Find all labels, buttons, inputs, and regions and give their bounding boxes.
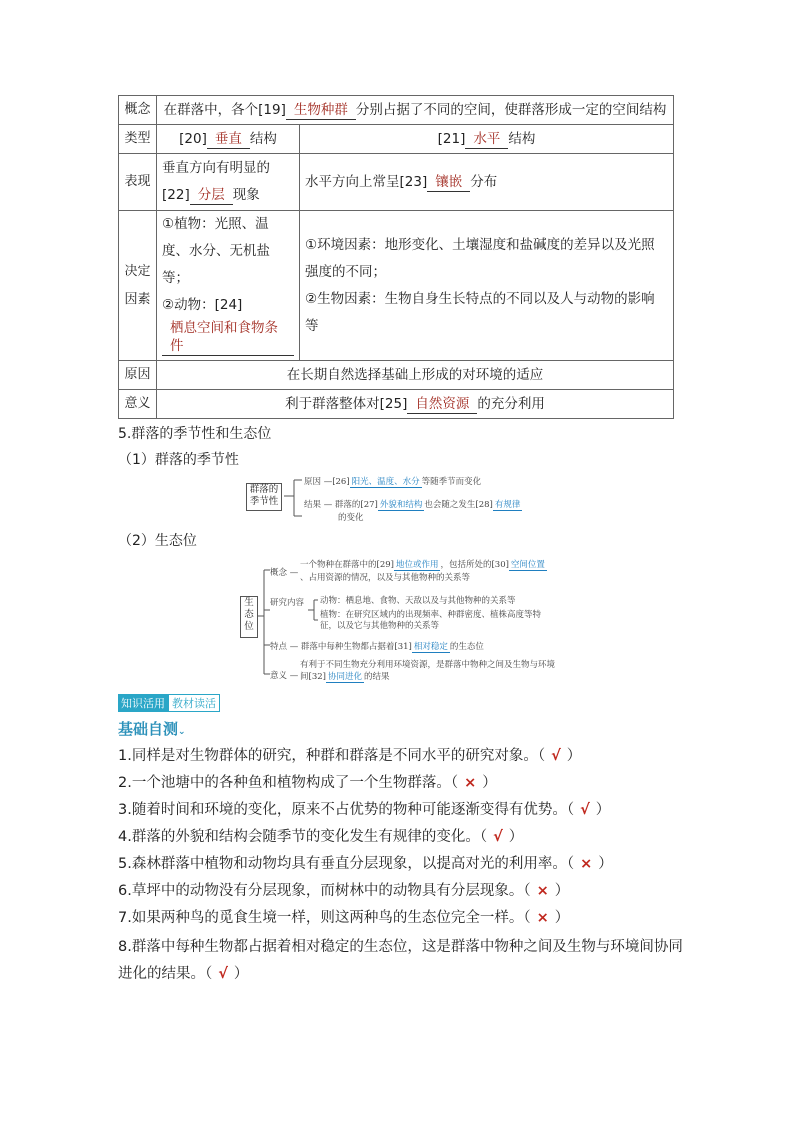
self-test-item-text: 8.群落中每种生物都占据着相对稳定的生态位，这是群落中物种之间及生物与环境间协同 <box>118 939 683 955</box>
answer-22: 分层 <box>190 186 233 205</box>
self-test-item <box>118 878 569 905</box>
check-mark-icon: √ <box>493 829 503 845</box>
answer-26: 阳光、温度、水分 <box>351 477 420 487</box>
niche-concept-mid: ，包括所处的[30] <box>440 560 509 570</box>
self-test-item-close: ） <box>598 856 613 872</box>
self-test-item-text: 6.草坪中的动物没有分层现象，而树林中的动物具有分层现象。（ <box>118 883 531 899</box>
type-vertical-cell <box>157 125 300 154</box>
self-test-title <box>118 718 186 739</box>
season-root-box: 群落的季节性 <box>246 483 282 511</box>
check-mark-icon: √ <box>580 802 590 818</box>
self-test-item-close: ） <box>554 910 570 926</box>
niche-feature-pre: 特点 — 群落中每种生物都占据着[31] <box>270 642 412 652</box>
answer-24: 栖息空间和食物条件 <box>162 319 294 356</box>
reason-cell: 在长期自然选择基础上形成的对环境的适应 <box>157 361 674 390</box>
season-reason-post: 等随季节而变化 <box>421 477 482 487</box>
factor-h-env: ①环境因素：地形变化、土壤湿度和盐碱度的差异以及光照强度的不同； <box>305 236 655 280</box>
self-test-item <box>118 851 613 878</box>
answer-27: 外貌和结构 <box>379 500 423 510</box>
niche-concept-line1 <box>300 558 547 570</box>
community-structure-table <box>118 95 674 419</box>
cross-mark-icon: × <box>580 856 593 872</box>
subsection-season: （1）群落的季节性 <box>118 452 239 468</box>
answer-19: 生物种群 <box>286 101 356 120</box>
factor-h-bio: ②生物因素：生物自身生长特点的不同以及人与动物的影响等 <box>305 290 655 334</box>
type-h-post: 结构 <box>508 130 536 147</box>
self-test-item <box>118 824 523 851</box>
niche-study-plant: 植物：在研究区域内的出现频率、种群密度、植株高度等特征，以及它与其他物种的关系等 <box>320 610 542 631</box>
check-mark-icon: √ <box>218 966 228 982</box>
self-test-item-close: ） <box>554 883 570 899</box>
self-test-item-text: 2.一个池塘中的各种鱼和植物构成了一个生物群落。（ <box>118 775 459 791</box>
self-test-item-text: 7.如果两种鸟的觅食生境一样，则这两种鸟的生态位完全一样。（ <box>118 910 531 926</box>
show-h-pre: 水平方向上常呈[23] <box>305 173 428 190</box>
answer-20: 垂直 <box>207 130 250 149</box>
answer-25: 自然资源 <box>407 395 477 414</box>
niche-meaning <box>300 659 562 683</box>
section-title: 5.群落的季节性和生态位 <box>118 426 272 442</box>
row-label-reason: 原因 <box>119 361 157 390</box>
self-test-item-close: ） <box>566 748 582 764</box>
section-tags <box>118 694 220 712</box>
row-label-meaning: 意义 <box>119 390 157 419</box>
factor-v-plant: ①植物：光照、温度、水分、无机盐等； <box>162 216 270 286</box>
type-v-pre: [20] <box>179 130 207 147</box>
self-test-item-close: ） <box>482 775 497 791</box>
meaning-cell <box>157 390 674 419</box>
self-test-item-close: ） <box>595 802 611 818</box>
answer-32: 协同进化 <box>327 672 362 682</box>
show-vertical-cell <box>157 154 300 211</box>
show-v-post: 现象 <box>232 187 260 203</box>
season-concept-map <box>246 470 566 526</box>
answer-23: 镶嵌 <box>427 173 470 192</box>
self-test-title-text: 基础自测 <box>118 720 179 738</box>
show-horizontal-cell <box>300 154 674 211</box>
niche-concept-line2: 、占用资源的情况，以及与其他物种的关系等 <box>300 573 471 583</box>
answer-28: 有规律 <box>494 500 521 510</box>
season-result-mid: 也会随之发生[28] <box>424 500 493 510</box>
niche-meaning-label: 意义 — <box>270 671 299 681</box>
self-test-item <box>118 905 569 932</box>
concept-pre: 在群落中，各个[19] <box>163 101 286 118</box>
self-test-item-text: 5.森林群落中植物和动物均具有垂直分层现象，以提高对光的利用率。（ <box>118 856 575 872</box>
answer-21: 水平 <box>465 130 508 149</box>
season-result-pre: 结果 — 群落的[27] <box>304 500 378 510</box>
meaning-post: 的充分利用 <box>477 395 545 412</box>
answer-29: 地位或作用 <box>395 560 439 570</box>
niche-concept-label: 概念 — <box>270 568 299 578</box>
niche-concept-pre: 一个物种在群落中的[29] <box>300 560 394 570</box>
concept-post: 分别占据了不同的空间，使群落形成一定的空间结构 <box>355 101 667 118</box>
concept-cell <box>157 96 674 125</box>
niche-meaning-pre: 有利于不同生物充分利用环境资源，是群落中物种之间及生物与环境间[32] <box>300 660 556 682</box>
cross-mark-icon: × <box>536 910 549 926</box>
niche-feature <box>270 640 484 652</box>
self-test-item <box>118 797 610 824</box>
self-test-item-close: ） <box>233 966 249 982</box>
show-h-post: 分布 <box>470 173 498 190</box>
self-test-item-text: 3.随着时间和环境的变化，原来不占优势的物种可能逐渐变得有优势。（ <box>118 802 575 818</box>
niche-meaning-label-text: 意义 <box>270 671 288 681</box>
niche-concept-map <box>236 554 566 686</box>
factor-horizontal-cell <box>300 211 674 361</box>
self-test-item <box>118 961 248 988</box>
cross-mark-icon: × <box>464 775 477 791</box>
niche-study-animal: 动物：栖息地、食物、天敌以及与其他物种的关系等 <box>320 596 516 606</box>
check-mark-icon: √ <box>551 748 561 764</box>
tag-textbook: 教材读活 <box>168 694 220 712</box>
factor-vertical-cell <box>157 211 300 361</box>
niche-feature-post: 的生态位 <box>449 642 484 652</box>
self-test-item-text: 进化的结果。（ <box>118 966 213 982</box>
tag-knowledge: 知识活用 <box>118 694 168 712</box>
niche-meaning-post: 的结果 <box>363 672 390 682</box>
self-test-item-text: 4.群落的外貌和结构会随季节的变化发生有规律的变化。（ <box>118 829 488 845</box>
answer-30: 空间位置 <box>510 560 545 570</box>
show-v-pre: 垂直方向有明显的[22] <box>162 160 270 203</box>
self-test-item-close: ） <box>508 829 524 845</box>
niche-study-label: 研究内容 <box>270 598 305 608</box>
row-label-factor: 决定因素 <box>119 211 157 361</box>
niche-concept-label-text: 概念 <box>270 568 288 578</box>
niche-root-box: 生态位 <box>240 596 258 638</box>
meaning-pre: 利于群落整体对[25] <box>285 395 408 412</box>
chevron-down-icon: ⌄ <box>178 727 186 737</box>
season-result-post: 的变化 <box>338 513 364 523</box>
answer-31: 相对稳定 <box>413 642 448 652</box>
type-horizontal-cell <box>300 125 674 154</box>
row-label-concept: 概念 <box>119 96 157 125</box>
subsection-niche: （2）生态位 <box>118 533 197 549</box>
factor-v-animal-pre: ②动物：[24] <box>162 297 243 313</box>
self-test-item-text: 1.同样是对生物群体的研究，种群和群落是不同水平的研究对象。（ <box>118 748 546 764</box>
type-v-post: 结构 <box>249 130 277 147</box>
self-test-item <box>118 770 497 797</box>
self-test-item <box>118 743 581 770</box>
row-label-type: 类型 <box>119 125 157 154</box>
cross-mark-icon: × <box>536 883 549 899</box>
factor-v-animal <box>162 292 294 360</box>
self-test-item <box>118 934 683 961</box>
type-h-pre: [21] <box>437 130 466 147</box>
season-reason-pre: 原因 —[26] <box>304 477 350 487</box>
row-label-show: 表现 <box>119 154 157 211</box>
season-result <box>304 498 522 510</box>
season-reason <box>304 475 481 487</box>
